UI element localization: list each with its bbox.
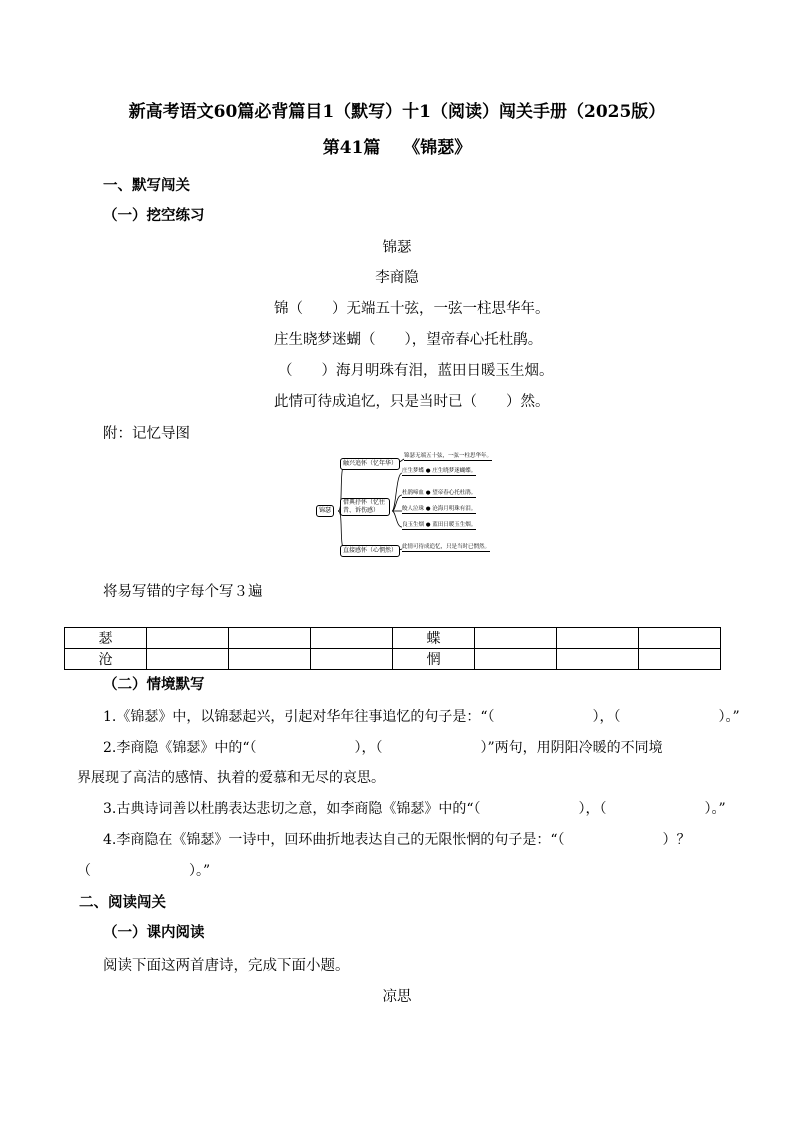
section-heading-dictation: 一、默写闯关 xyxy=(103,177,190,194)
mind-map-leaf: 庄生梦蝶 ● 庄生晓梦迷蝴蝶。 xyxy=(402,468,477,474)
question-4-continued: （ ）。” xyxy=(77,863,211,879)
mind-map-branch: 直接感怀（心惘然） xyxy=(340,545,400,557)
table-cell[interactable] xyxy=(311,628,393,649)
table-row xyxy=(65,628,721,649)
poem-title: 锦瑟 xyxy=(382,240,412,256)
practice-table xyxy=(64,627,721,670)
question-2-continued: 界展现了高洁的感情、执着的爱慕和无尽的哀思。 xyxy=(77,770,385,786)
poem-author: 李商隐 xyxy=(375,270,419,286)
table-cell: 沧 xyxy=(65,649,147,670)
practice-note: 将易写错的字每个写３遍 xyxy=(103,584,263,600)
table-cell: 蝶 xyxy=(393,628,475,649)
mind-map-leaf: 锦瑟无端五十弦，一弦一柱思华年。 xyxy=(404,453,493,459)
mind-map-leaf: 鲛人泣珠 ● 沧海月明珠有泪。 xyxy=(402,506,477,512)
reading-instruction: 阅读下面这两首唐诗，完成下面小题。 xyxy=(103,958,350,974)
table-cell[interactable] xyxy=(147,628,229,649)
mind-map-branch: 借典抒怀（忆往昔、诉伤感） xyxy=(340,498,390,516)
table-cell: 瑟 xyxy=(65,628,147,649)
question-3: 3.古典诗词善以杜鹃表达悲切之意，如李商隐《锦瑟》中的“（ ），（ ）。” xyxy=(103,801,726,817)
table-cell[interactable] xyxy=(229,628,311,649)
subsection-context-dictation: （二）情境默写 xyxy=(103,676,205,693)
question-2: 2.李商隐《锦瑟》中的“（ ），（ ）”两句，用阴阳冷暖的不同境 xyxy=(103,740,663,756)
document-title: 新高考语文60篇必背篇目1（默写）十1（阅读）闯关手册（2025版） xyxy=(128,102,666,122)
table-cell[interactable] xyxy=(311,649,393,670)
poem-line: 锦（ ）无端五十弦，一弦一柱思华年。 xyxy=(274,301,550,317)
table-cell: 惘 xyxy=(393,649,475,670)
mind-map-branch: 触兴追怀（忆年华） xyxy=(340,458,400,470)
table-cell[interactable] xyxy=(147,649,229,670)
section-heading-reading: 二、阅读闯关 xyxy=(79,894,166,911)
document-subtitle: 第41篇 《锦瑟》 xyxy=(322,138,472,158)
subsection-fill-blank: （一）挖空练习 xyxy=(103,207,205,224)
table-cell[interactable] xyxy=(639,628,721,649)
table-cell[interactable] xyxy=(475,649,557,670)
appendix-label: 附：记忆导图 xyxy=(103,426,190,442)
question-4: 4.李商隐在《锦瑟》一诗中，回环曲折地表达自己的无限怅惘的句子是：“（ ）？ xyxy=(103,832,691,848)
table-cell[interactable] xyxy=(229,649,311,670)
question-1: 1.《锦瑟》中，以锦瑟起兴，引起对华年往事追忆的句子是：“（ ），（ ）。” xyxy=(103,709,740,725)
table-row xyxy=(65,649,721,670)
poem-line: 此情可待成追忆，只是当时已（ ）然。 xyxy=(274,394,550,410)
mind-map-leaf: 杜鹃啼血 ● 望帝春心托杜鹃。 xyxy=(402,490,477,496)
mind-map-leaf: 此情可待成追忆，只是当时已惘然。 xyxy=(402,544,491,550)
table-cell[interactable] xyxy=(475,628,557,649)
mind-map-leaf: 良玉生烟 ● 蓝田日暖玉生烟。 xyxy=(402,522,477,528)
reading-poem-title: 凉思 xyxy=(382,989,412,1005)
table-cell[interactable] xyxy=(639,649,721,670)
poem-line: （ ）海月明珠有泪，蓝田日暖玉生烟。 xyxy=(278,363,554,379)
subsection-in-class-reading: （一）课内阅读 xyxy=(103,924,205,941)
poem-line: 庄生晓梦迷蝴（ ），望帝春心托杜鹃。 xyxy=(274,332,543,348)
mind-map xyxy=(316,449,508,565)
table-cell[interactable] xyxy=(557,628,639,649)
table-cell[interactable] xyxy=(557,649,639,670)
mind-map-root: 锦瑟 xyxy=(316,505,334,517)
